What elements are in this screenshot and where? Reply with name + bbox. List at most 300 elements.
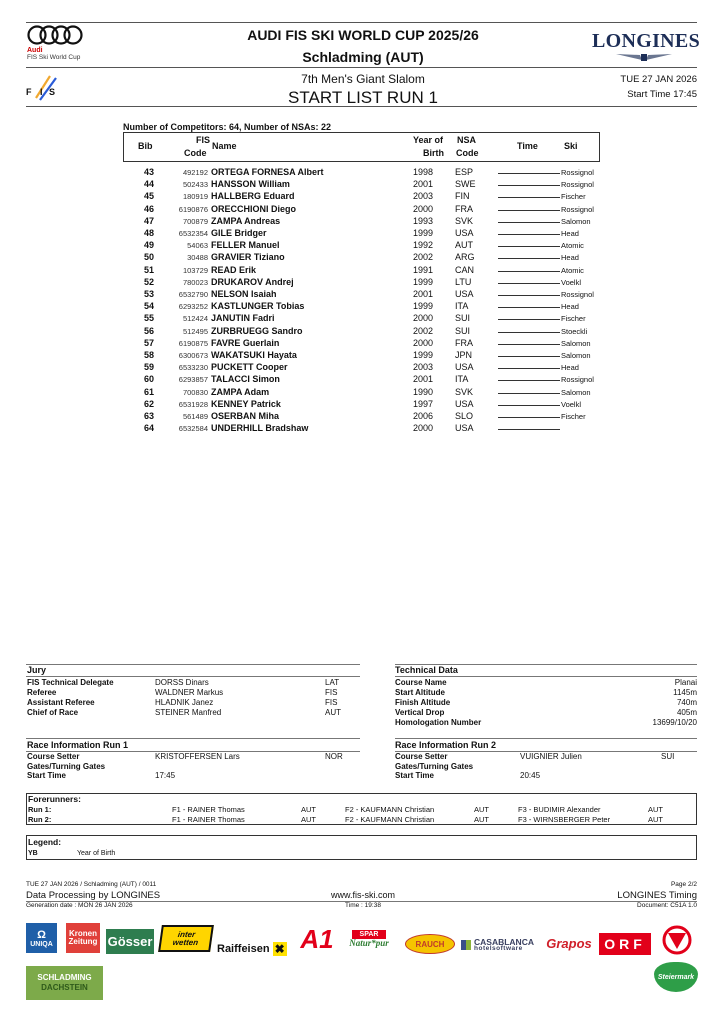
legend-title: Legend:: [28, 837, 62, 847]
forerunner-1: F1 - RAINER Thomas: [172, 805, 245, 814]
table-row: [123, 338, 600, 350]
sponsor-grapos: Grapos: [546, 935, 592, 951]
fis-code-cell: 6293857: [178, 375, 208, 385]
bib-cell: 61: [143, 386, 154, 397]
ski-brand-cell: Salomon: [561, 338, 591, 348]
time-field: [498, 173, 560, 174]
athlete-name-cell: ORTEGA FORNESA Albert: [211, 167, 324, 177]
nsa-code-cell: JPN: [455, 350, 473, 360]
bib-cell: 49: [143, 240, 154, 251]
bib-cell: 60: [143, 374, 154, 385]
longines-logo: LONGINES: [592, 30, 700, 52]
nsa-code-cell: USA: [455, 423, 474, 434]
forerunner-2: F2 - KAUFMANN Christian: [345, 815, 435, 824]
forerunner-3-nsa: AUT: [648, 815, 663, 824]
athlete-name-cell: FAVRE Guerlain: [211, 337, 280, 348]
bib-cell: 58: [143, 350, 154, 360]
year-of-birth-cell: 1990: [412, 386, 433, 397]
footer-processing: Data Processing by LONGINES: [26, 890, 161, 901]
ski-brand-cell: Head: [561, 253, 579, 263]
year-of-birth-cell: 2006: [412, 411, 433, 421]
nsa-code-cell: SUI: [455, 325, 471, 336]
nsa-code-cell: USA: [455, 289, 474, 299]
jury-nsa: LAT: [325, 678, 340, 687]
athlete-name-cell: DRUKAROV Andrej: [211, 276, 294, 287]
nsa-code-cell: SWE: [455, 179, 476, 190]
ski-brand-cell: Salomon: [561, 216, 591, 226]
jury-role: Referee: [27, 688, 57, 697]
bib-cell: 44: [143, 179, 154, 190]
technical-label: Vertical Drop: [395, 708, 445, 717]
forerunner-1-nsa: AUT: [301, 805, 316, 814]
header-time: Time: [517, 141, 538, 151]
raiffeisen-cross-icon: ✖: [274, 942, 285, 956]
header-top-rule: [26, 22, 697, 23]
fis-code-cell: 700830: [182, 387, 208, 397]
run2-rule-top: [395, 738, 697, 739]
nsa-code-cell: SVK: [455, 215, 474, 226]
year-of-birth-cell: 2000: [412, 337, 433, 348]
nsa-code-cell: FRA: [455, 203, 473, 214]
nsa-code-cell: ITA: [455, 374, 469, 385]
ski-brand-cell: Head: [561, 302, 579, 312]
bib-cell: 48: [143, 228, 154, 238]
table-row: [123, 252, 600, 264]
uniqa-label: UNIQA: [30, 940, 53, 948]
fis-code-cell: 561489: [182, 412, 208, 421]
header-bib: Bib: [138, 141, 153, 151]
run2-course-setter-label: Course Setter: [395, 752, 448, 761]
ski-brand-cell: Salomon: [561, 387, 591, 397]
technical-value: 1145m: [673, 688, 697, 697]
fis-code-cell: 780023: [182, 277, 208, 287]
legend-desc: Year of Birth: [77, 850, 116, 857]
jury-nsa: AUT: [325, 708, 341, 717]
svg-text:I: I: [40, 87, 43, 97]
sponsor-kronen-zeitung: [66, 923, 100, 953]
fis-code-cell: 6190875: [178, 338, 208, 348]
athlete-name-cell: KENNEY Patrick: [211, 398, 281, 409]
technical-label: Finish Altitude: [395, 698, 451, 707]
time-field: [498, 271, 560, 272]
header-fis-code: Code: [184, 148, 207, 158]
time-field: [498, 380, 560, 381]
race-start-time: Start Time 17:45: [627, 89, 697, 100]
run1-start-time: 17:45: [155, 771, 176, 780]
sponsor-interwetten: [158, 925, 214, 952]
competition-title: AUDI FIS SKI WORLD CUP 2025/26: [247, 27, 479, 43]
table-row: [123, 350, 600, 362]
jury-rule-bottom: [26, 676, 360, 677]
fis-code-cell: 6531928: [178, 399, 208, 409]
raiffeisen-label: Raiffeisen: [217, 943, 270, 955]
time-field: [498, 197, 560, 198]
casablanca-icon: [461, 940, 471, 950]
ski-brand-cell: Voelkl: [561, 399, 582, 409]
fis-code-cell: 6293252: [178, 302, 208, 312]
run2-course-setter: VUIGNIER Julien: [520, 752, 582, 761]
forerunner-1-nsa: AUT: [301, 815, 316, 824]
athlete-name-cell: HANSSON William: [211, 179, 290, 190]
athlete-name-cell: READ Erik: [211, 264, 257, 275]
legend-box: [26, 835, 697, 860]
technical-value: 740m: [676, 698, 697, 707]
year-of-birth-cell: 1999: [412, 276, 433, 287]
bib-cell: 53: [143, 289, 154, 299]
sponsor-rauch: RAUCH: [405, 934, 455, 954]
uniqa-icon: Ω: [37, 928, 46, 941]
year-of-birth-cell: 2001: [412, 374, 433, 385]
venue-title: Schladming (AUT): [302, 49, 424, 65]
forerunner-2: F2 - KAUFMANN Christian: [345, 805, 435, 814]
year-of-birth-cell: 2002: [412, 325, 433, 336]
time-field: [498, 307, 560, 308]
fis-code-cell: 103729: [182, 265, 208, 275]
header-fis: FIS: [196, 135, 211, 145]
nsa-code-cell: USA: [455, 228, 474, 238]
technical-title: Technical Data: [395, 665, 458, 675]
header-birth: Birth: [423, 148, 444, 158]
jury-name: WALDNER Markus: [155, 688, 224, 697]
year-of-birth-cell: 1992: [412, 240, 433, 251]
run1-gates-label: Gates/Turning Gates: [27, 762, 106, 771]
kronen-label-1: Kronen: [69, 929, 97, 938]
year-of-birth-cell: 1999: [412, 228, 433, 238]
longines-wings-icon: [614, 52, 674, 62]
run2-title: Race Information Run 2: [395, 740, 497, 750]
athlete-name-cell: NELSON Isaiah: [211, 289, 277, 299]
year-of-birth-cell: 1993: [412, 215, 433, 226]
fis-code-cell: 54063: [187, 241, 208, 251]
time-field: [498, 393, 560, 394]
schladming-label: SCHLADMING: [37, 972, 92, 982]
bib-cell: 47: [143, 215, 154, 226]
table-row: [123, 374, 600, 386]
table-row: [123, 216, 600, 228]
year-of-birth-cell: 2001: [412, 289, 433, 299]
svg-text:F: F: [26, 87, 32, 97]
sponsor-steiermark: Steiermark: [654, 962, 698, 992]
header-mid-rule: [26, 67, 697, 68]
interwetten-label-1: inter: [177, 929, 196, 939]
jury-rule-top: [26, 664, 360, 665]
ski-brand-cell: Rossignol: [561, 168, 594, 177]
year-of-birth-cell: 2000: [412, 313, 433, 324]
sponsor-casablanca: [461, 935, 534, 955]
race-date: TUE 27 JAN 2026: [620, 74, 697, 85]
athlete-name-cell: ZAMPA Adam: [211, 386, 270, 397]
athlete-name-cell: PUCKETT Cooper: [211, 362, 288, 373]
forerunner-3: F3 - BUDIMIR Alexander: [518, 805, 601, 814]
fis-code-cell: 6532790: [178, 290, 208, 299]
dachstein-label: DACHSTEIN: [41, 983, 88, 992]
header-nsa: NSA: [457, 135, 477, 145]
austria-shield-icon: [662, 925, 692, 955]
time-field: [498, 258, 560, 259]
nsa-code-cell: USA: [455, 398, 474, 409]
athlete-name-cell: KASTLUNGER Tobias: [211, 301, 305, 312]
year-of-birth-cell: 2000: [412, 423, 433, 434]
athlete-name-cell: OSERBAN Miha: [211, 411, 280, 421]
jury-nsa: FIS: [325, 688, 338, 697]
run1-start-time-label: Start Time: [27, 771, 66, 780]
bib-cell: 52: [143, 276, 154, 287]
time-field: [498, 368, 560, 369]
bib-cell: 54: [143, 301, 154, 312]
table-row: [123, 326, 600, 338]
table-row: [123, 228, 600, 240]
fis-code-cell: 512495: [182, 326, 208, 336]
athlete-name-cell: ZAMPA Andreas: [211, 215, 281, 226]
year-of-birth-cell: 1998: [412, 167, 433, 177]
header-name: Name: [212, 141, 237, 151]
svg-text:S: S: [49, 87, 56, 97]
table-row: [123, 179, 600, 191]
year-of-birth-cell: 2002: [412, 252, 433, 263]
nsa-code-cell: USA: [455, 362, 474, 373]
technical-value: Planai: [674, 678, 697, 687]
bib-cell: 43: [143, 167, 154, 177]
jury-role: Assistant Referee: [27, 698, 95, 707]
ski-brand-cell: Head: [561, 229, 579, 238]
year-of-birth-cell: 1999: [412, 350, 433, 360]
header-bottom-rule: [26, 106, 697, 107]
table-row: [123, 289, 600, 301]
time-field: [498, 185, 560, 186]
table-row: [123, 313, 600, 325]
table-row: [123, 362, 600, 374]
bib-cell: 45: [143, 191, 154, 202]
ski-brand-cell: Atomic: [561, 265, 584, 275]
header-ski: Ski: [564, 141, 578, 151]
kronen-label-2: Zeitung: [68, 937, 98, 946]
footer-time: Time : 19:38: [345, 902, 381, 909]
sponsor-orf: ORF: [599, 933, 651, 955]
fis-code-cell: 6190876: [178, 204, 208, 214]
year-of-birth-cell: 1999: [412, 301, 433, 312]
year-of-birth-cell: 2003: [412, 191, 433, 202]
sponsor-schladming-dachstein: [26, 966, 103, 1000]
footer-generation-date: Generation date : MON 26 JAN 2026: [26, 902, 133, 909]
event-name: 7th Men's Giant Slalom: [301, 72, 425, 86]
nsa-code-cell: CAN: [455, 264, 475, 275]
athlete-name-cell: HALLBERG Eduard: [211, 191, 295, 202]
sponsor-raiffeisen: [217, 942, 287, 956]
bib-cell: 64: [143, 423, 154, 434]
sponsor-gosser: Gösser: [106, 929, 154, 954]
jury-name: DORSS Dinars: [155, 678, 209, 687]
run1-course-setter-nsa: NOR: [325, 752, 343, 761]
nsa-code-cell: SLO: [455, 411, 474, 421]
sponsor-a1: A1: [300, 923, 334, 954]
table-row: [123, 387, 600, 399]
ski-brand-cell: Rossignol: [561, 180, 594, 190]
run1-rule-top: [26, 738, 360, 739]
time-field: [498, 234, 560, 235]
table-row: [123, 240, 600, 252]
technical-value: 13699/10/20: [652, 718, 697, 727]
header-nsa-code: Code: [456, 148, 479, 158]
fis-code-cell: 700879: [182, 216, 208, 226]
footer-page: Page 2/2: [670, 881, 697, 888]
jury-title: Jury: [27, 665, 47, 675]
ski-brand-cell: Stoeckli: [561, 326, 588, 336]
jury-nsa: FIS: [325, 698, 338, 707]
jury-name: HLADNIK Janez: [155, 698, 214, 707]
time-field: [498, 295, 560, 296]
athlete-name-cell: ZURBRUEGG Sandro: [211, 325, 303, 336]
table-row: [123, 411, 600, 423]
fis-code-cell: 6532354: [178, 229, 208, 238]
jury-name: STEINER Manfred: [155, 708, 222, 717]
fis-code-cell: 6532584: [178, 424, 208, 434]
bib-cell: 57: [143, 337, 154, 348]
forerunner-1: F1 - RAINER Thomas: [172, 815, 245, 824]
ski-brand-cell: Fischer: [561, 412, 586, 421]
time-field: [498, 319, 560, 320]
time-field: [498, 405, 560, 406]
tech-rule-bottom: [395, 676, 697, 677]
time-field: [498, 246, 560, 247]
run2-gates-label: Gates/Turning Gates: [395, 762, 474, 771]
run1-course-setter: KRISTOFFERSEN Lars: [155, 752, 240, 761]
technical-value: 405m: [676, 708, 697, 717]
nsa-code-cell: FRA: [455, 337, 473, 348]
nsa-code-cell: ARG: [455, 252, 475, 263]
run2-start-time-label: Start Time: [395, 771, 434, 780]
ski-brand-cell: Rossignol: [561, 375, 594, 385]
forerunners-title: Forerunners:: [28, 794, 81, 804]
footer-timing: LONGINES Timing: [617, 890, 697, 901]
year-of-birth-cell: 2001: [412, 179, 433, 190]
fis-code-cell: 512424: [182, 314, 208, 324]
athlete-name-cell: TALACCI Simon: [211, 374, 280, 385]
table-row: [123, 191, 600, 203]
athlete-name-cell: JANUTIN Fadri: [211, 313, 275, 324]
run1-course-setter-label: Course Setter: [27, 752, 80, 761]
year-of-birth-cell: 2003: [412, 362, 433, 373]
table-row: [123, 423, 600, 435]
fis-code-cell: 492192: [182, 168, 208, 177]
table-row: [123, 204, 600, 216]
fis-code-cell: 180919: [182, 192, 208, 202]
forerunner-run-label: Run 2:: [28, 815, 52, 824]
run1-title: Race Information Run 1: [27, 740, 129, 750]
athlete-name-cell: ORECCHIONI Diego: [211, 203, 297, 214]
year-of-birth-cell: 1991: [412, 264, 433, 275]
time-field: [498, 344, 560, 345]
bib-cell: 63: [143, 411, 154, 421]
time-field: [498, 429, 560, 430]
casablanca-label: CASABLANCA: [474, 936, 534, 947]
jury-role: FIS Technical Delegate: [27, 678, 114, 687]
footer-race-info: TUE 27 JAN 2026 / Schladming (AUT) / 0011: [26, 881, 157, 888]
sponsor-spar: [340, 924, 398, 954]
year-of-birth-cell: 1997: [412, 398, 433, 409]
technical-label: Homologation Number: [395, 718, 482, 727]
footer-website: www.fis-ski.com: [330, 890, 395, 900]
spar-label: SPAR: [352, 930, 387, 939]
ski-brand-cell: Fischer: [561, 192, 586, 202]
bib-cell: 56: [143, 325, 154, 336]
bib-cell: 62: [143, 398, 154, 409]
nsa-code-cell: LTU: [455, 276, 472, 287]
bib-cell: 59: [143, 362, 154, 373]
audi-brand-text: Audi: [27, 47, 43, 54]
ski-brand-cell: Head: [561, 363, 579, 373]
bib-cell: 51: [143, 264, 154, 275]
table-row: [123, 399, 600, 411]
header-year-of: Year of: [413, 135, 444, 145]
year-of-birth-cell: 2000: [412, 203, 433, 214]
time-field: [498, 356, 560, 357]
time-field: [498, 283, 560, 284]
nsa-code-cell: ITA: [455, 301, 469, 312]
table-row: [123, 265, 600, 277]
table-row: [123, 167, 600, 179]
ski-brand-cell: Voelkl: [561, 277, 582, 287]
ski-brand-cell: Atomic: [561, 241, 584, 251]
athlete-name-cell: WAKATSUKI Hayata: [211, 350, 297, 360]
fis-code-cell: 502433: [182, 180, 208, 190]
forerunner-3: F3 - WIRNSBERGER Peter: [518, 815, 611, 824]
fis-code-cell: 6300673: [178, 351, 208, 360]
nsa-code-cell: ESP: [455, 167, 474, 177]
athlete-name-cell: FELLER Manuel: [211, 240, 280, 251]
table-row: [123, 277, 600, 289]
technical-label: Course Name: [395, 678, 447, 687]
competitor-summary: Number of Competitors: 64, Number of NSAs: 22: [123, 122, 332, 132]
sponsor-uniqa: [26, 923, 57, 953]
spar-natur-label: Natur*pur: [349, 938, 389, 948]
athlete-name-cell: UNDERHILL Bradshaw: [211, 423, 309, 434]
jury-role: Chief of Race: [27, 708, 79, 717]
table-header: [123, 132, 600, 162]
document-title: START LIST RUN 1: [288, 88, 438, 107]
fis-code-cell: 6533230: [178, 363, 208, 373]
ski-brand-cell: Fischer: [561, 314, 586, 324]
time-field: [498, 210, 560, 211]
forerunner-2-nsa: AUT: [474, 815, 489, 824]
forerunner-2-nsa: AUT: [474, 805, 489, 814]
run2-course-setter-nsa: SUI: [661, 752, 675, 761]
time-field: [498, 417, 560, 418]
nsa-code-cell: AUT: [455, 240, 473, 251]
forerunner-run-label: Run 1:: [28, 805, 52, 814]
ski-brand-cell: Salomon: [561, 351, 591, 360]
time-field: [498, 222, 560, 223]
athlete-name-cell: GRAVIER Tiziano: [211, 252, 285, 263]
technical-label: Start Altitude: [395, 688, 445, 697]
ski-brand-cell: Rossignol: [561, 290, 594, 299]
interwetten-label-2: wetten: [172, 937, 199, 947]
time-field: [498, 332, 560, 333]
forerunner-3-nsa: AUT: [648, 805, 663, 814]
footer-document: Document: C51A 1.0: [637, 902, 697, 909]
nsa-code-cell: FIN: [455, 191, 470, 202]
audi-subtitle: FIS Ski World Cup: [27, 54, 81, 61]
athlete-name-cell: GILE Bridger: [211, 228, 267, 238]
bib-cell: 50: [143, 252, 154, 263]
bib-cell: 46: [143, 203, 154, 214]
ski-brand-cell: Rossignol: [561, 204, 594, 214]
bib-cell: 55: [143, 313, 154, 324]
nsa-code-cell: SVK: [455, 386, 474, 397]
nsa-code-cell: SUI: [455, 313, 471, 324]
table-row: [123, 301, 600, 313]
run2-start-time: 20:45: [520, 771, 541, 780]
fis-code-cell: 30488: [187, 253, 208, 263]
